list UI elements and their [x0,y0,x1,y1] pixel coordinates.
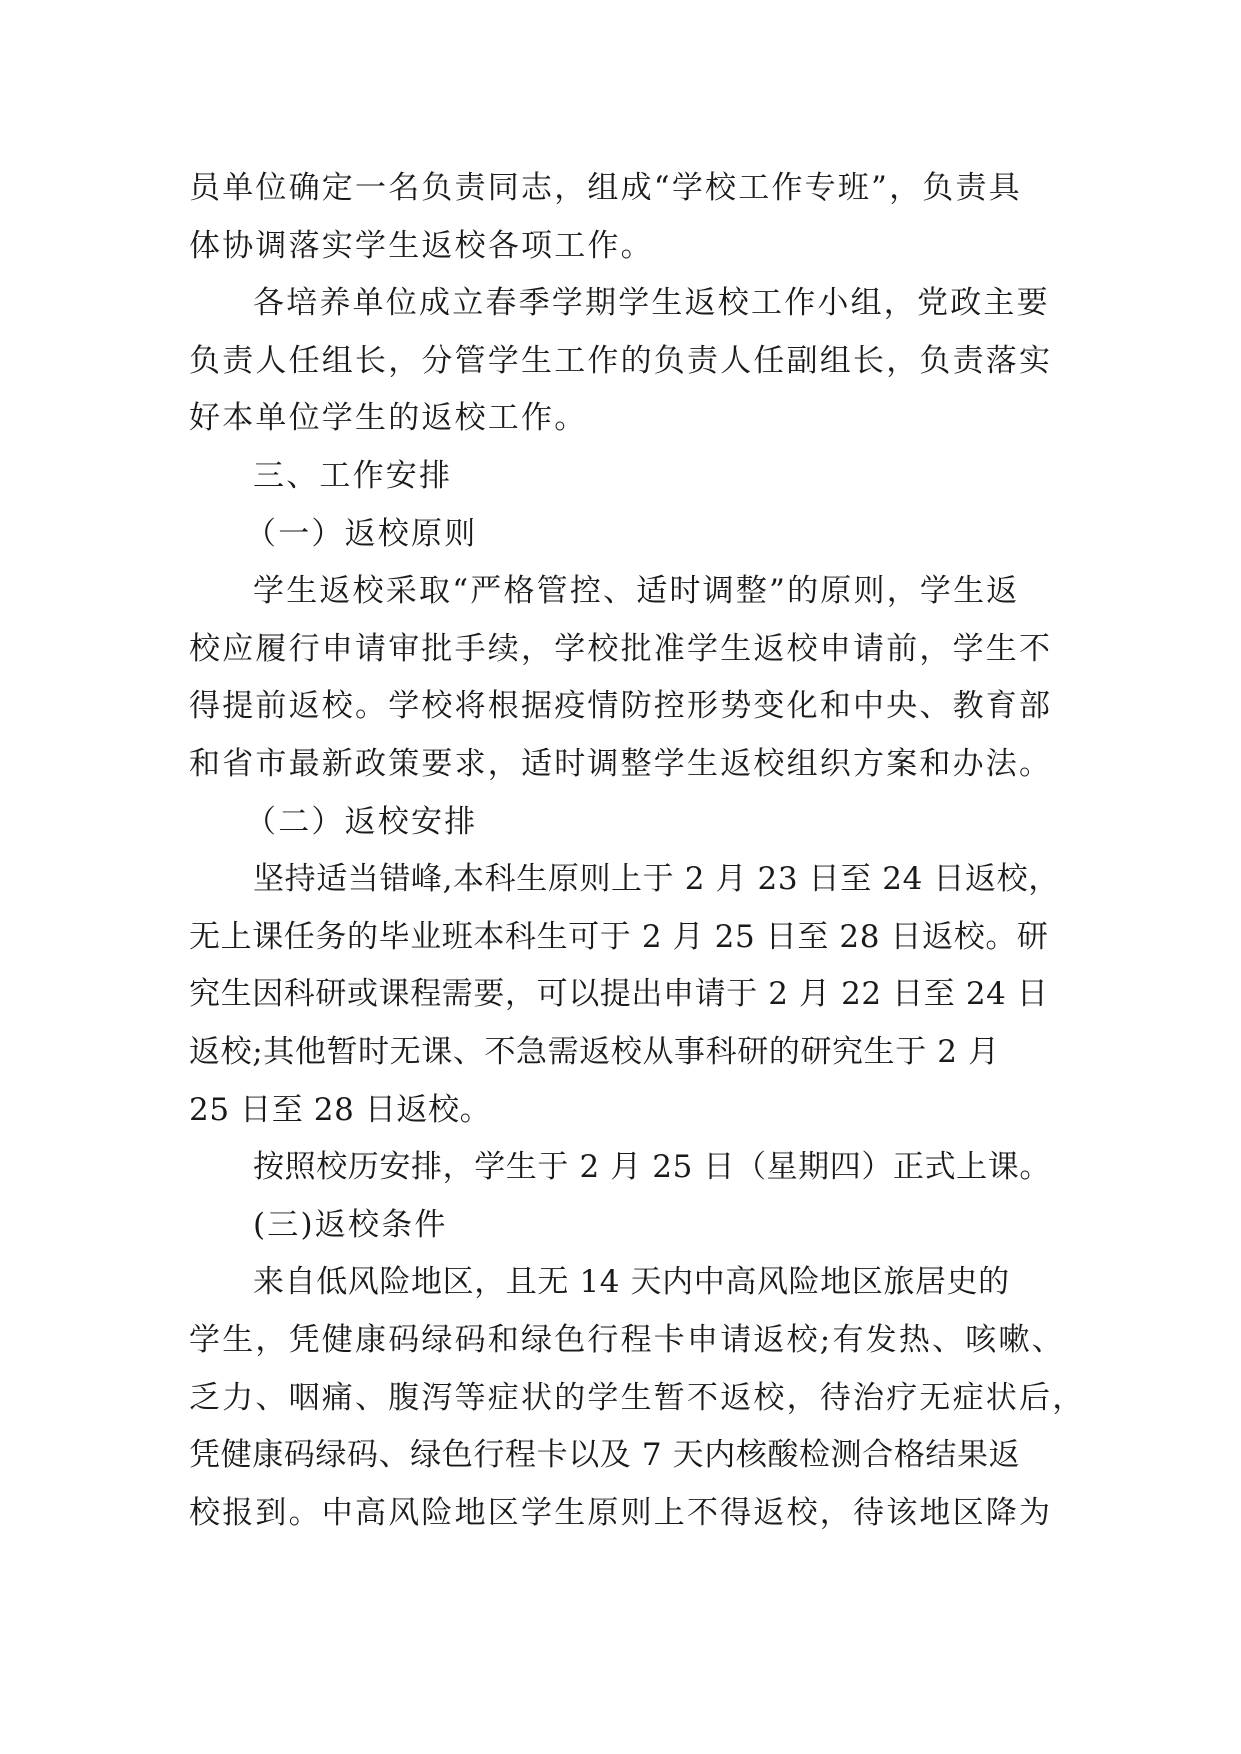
text-line: 乏力、咽痛、腹泻等症状的学生暂不返校，待治疗无症状后， [189,1380,1086,1416]
text-line: 学生，凭健康码绿码和绿色行程卡申请返校;有发热、咳嗽、 [189,1322,1065,1358]
subsection-heading: （一）返校原则 [245,516,478,552]
subsection-heading: （二）返校安排 [245,804,478,840]
text-line: 和省市最新政策要求，适时调整学生返校组织方案和办法。 [189,746,1053,782]
text-line: 得提前返校。学校将根据疫情防控形势变化和中央、教育部 [189,688,1053,724]
text-line: 校报到。中高风险地区学生原则上不得返校，待该地区降为 [189,1495,1053,1531]
text-line: 25 日至 28 日返校。 [189,1092,492,1128]
text-line: 按照校历安排，学生于 2 月 25 日（星期四）正式上课。 [253,1149,1051,1185]
text-line: 好本单位学生的返校工作。 [189,400,588,436]
text-line: 员单位确定一名负责同志，组成“学校工作专班”，负责具 [189,170,1022,206]
section-heading: 三、工作安排 [253,458,453,494]
text-line: 负责人任组长，分管学生工作的负责人任副组长，负责落实 [189,343,1053,379]
text-line: 各培养单位成立春季学期学生返校工作小组，党政主要 [253,285,1050,321]
text-line: 体协调落实学生返校各项工作。 [189,228,654,264]
subsection-heading: (三)返校条件 [253,1207,448,1243]
text-line: 无上课任务的毕业班本科生可于 2 月 25 日至 28 日返校。研 [189,919,1049,955]
text-line: 学生返校采取“严格管控、适时调整”的原则，学生返 [253,573,1020,609]
text-line: 返校;其他暂时无课、不急需返校从事科研的研究生于 2 月 [189,1034,1000,1070]
text-line: 坚持适当错峰,本科生原则上于 2 月 23 日至 24 日返校， [253,861,1060,897]
text-line: 凭健康码绿码、绿色行程卡以及 7 天内核酸检测合格结果返 [189,1437,1021,1473]
text-line: 究生因科研或课程需要，可以提出申请于 2 月 22 日至 24 日 [189,976,1049,1012]
text-line: 校应履行申请审批手续，学校批准学生返校申请前，学生不 [189,631,1053,667]
text-line: 来自低风险地区，且无 14 天内中高风险地区旅居史的 [253,1264,1010,1300]
